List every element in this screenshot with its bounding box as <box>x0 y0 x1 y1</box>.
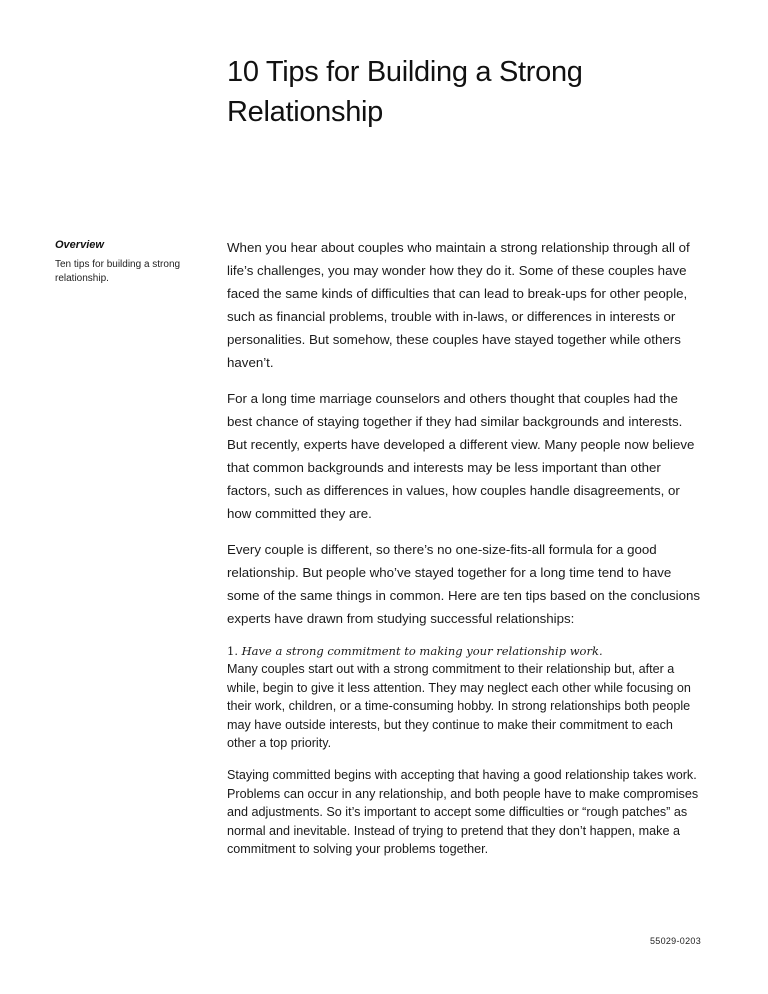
intro-paragraph-1: When you hear about couples who maintain a strong relationship through all of life’s challenges, you may wonder how they do it. Some of these couples have faced the same kinds of difficulties that can lead to break-ups for other people, such as financial problems, trouble with in-laws, or differences in interests or personalities. But somehow, these couples have stayed together while others haven’t. <box>227 240 690 370</box>
tip-1-heading <box>227 643 701 660</box>
main-content <box>227 236 701 875</box>
document-code: 55029-0203 <box>649 936 701 946</box>
tip-1-paragraph-2: Staying committed begins with accepting that having a good relationship takes work. Problems can occur in any relationship, and both people have to make compromises and adjustments. So it’s important to accept some difficulties or “rough patches” as normal and inevitable. Instead of trying to pretend that they don’t happen, make a commitment to solving your problems together. <box>227 767 699 857</box>
intro-paragraph-2: For a long time marriage counselors and others thought that couples had the best chance of staying together if they had similar backgrounds and interests. But recently, experts have developed a different view. Many people now believe that common backgrounds and interests may be less important than other factors, such as differences in values, how couples handle disagreements, or how committed they are. <box>227 391 695 521</box>
page-title: 10 Tips for Building a Strong Relationship <box>227 56 583 128</box>
overview-text: Ten tips for building a strong relationship. <box>55 259 181 284</box>
tip-1 <box>227 643 701 859</box>
tip-1-paragraph-1: Many couples start out with a strong commitment to their relationship but, after a while, begin to give it less attention. They may neglect each other while focusing on their work, children, or a time-consuming hobby. In strong relationships both people may have outside interests, but they continue to make their commitment to each other a top priority. <box>227 662 691 751</box>
tip-1-title: Have a strong commitment to making your relationship work. <box>241 644 603 658</box>
intro-paragraph-3: Every couple is different, so there’s no one-size-fits-all formula for a good relationship. But people who’ve stayed together for a long time tend to have some of the same things in common. Here are ten tips based on the conclusions experts have drawn from studying successful relationships: <box>227 542 701 626</box>
overview-sidebar <box>55 238 205 286</box>
tip-1-number: 1. <box>227 644 238 658</box>
overview-heading: Overview <box>55 239 104 251</box>
